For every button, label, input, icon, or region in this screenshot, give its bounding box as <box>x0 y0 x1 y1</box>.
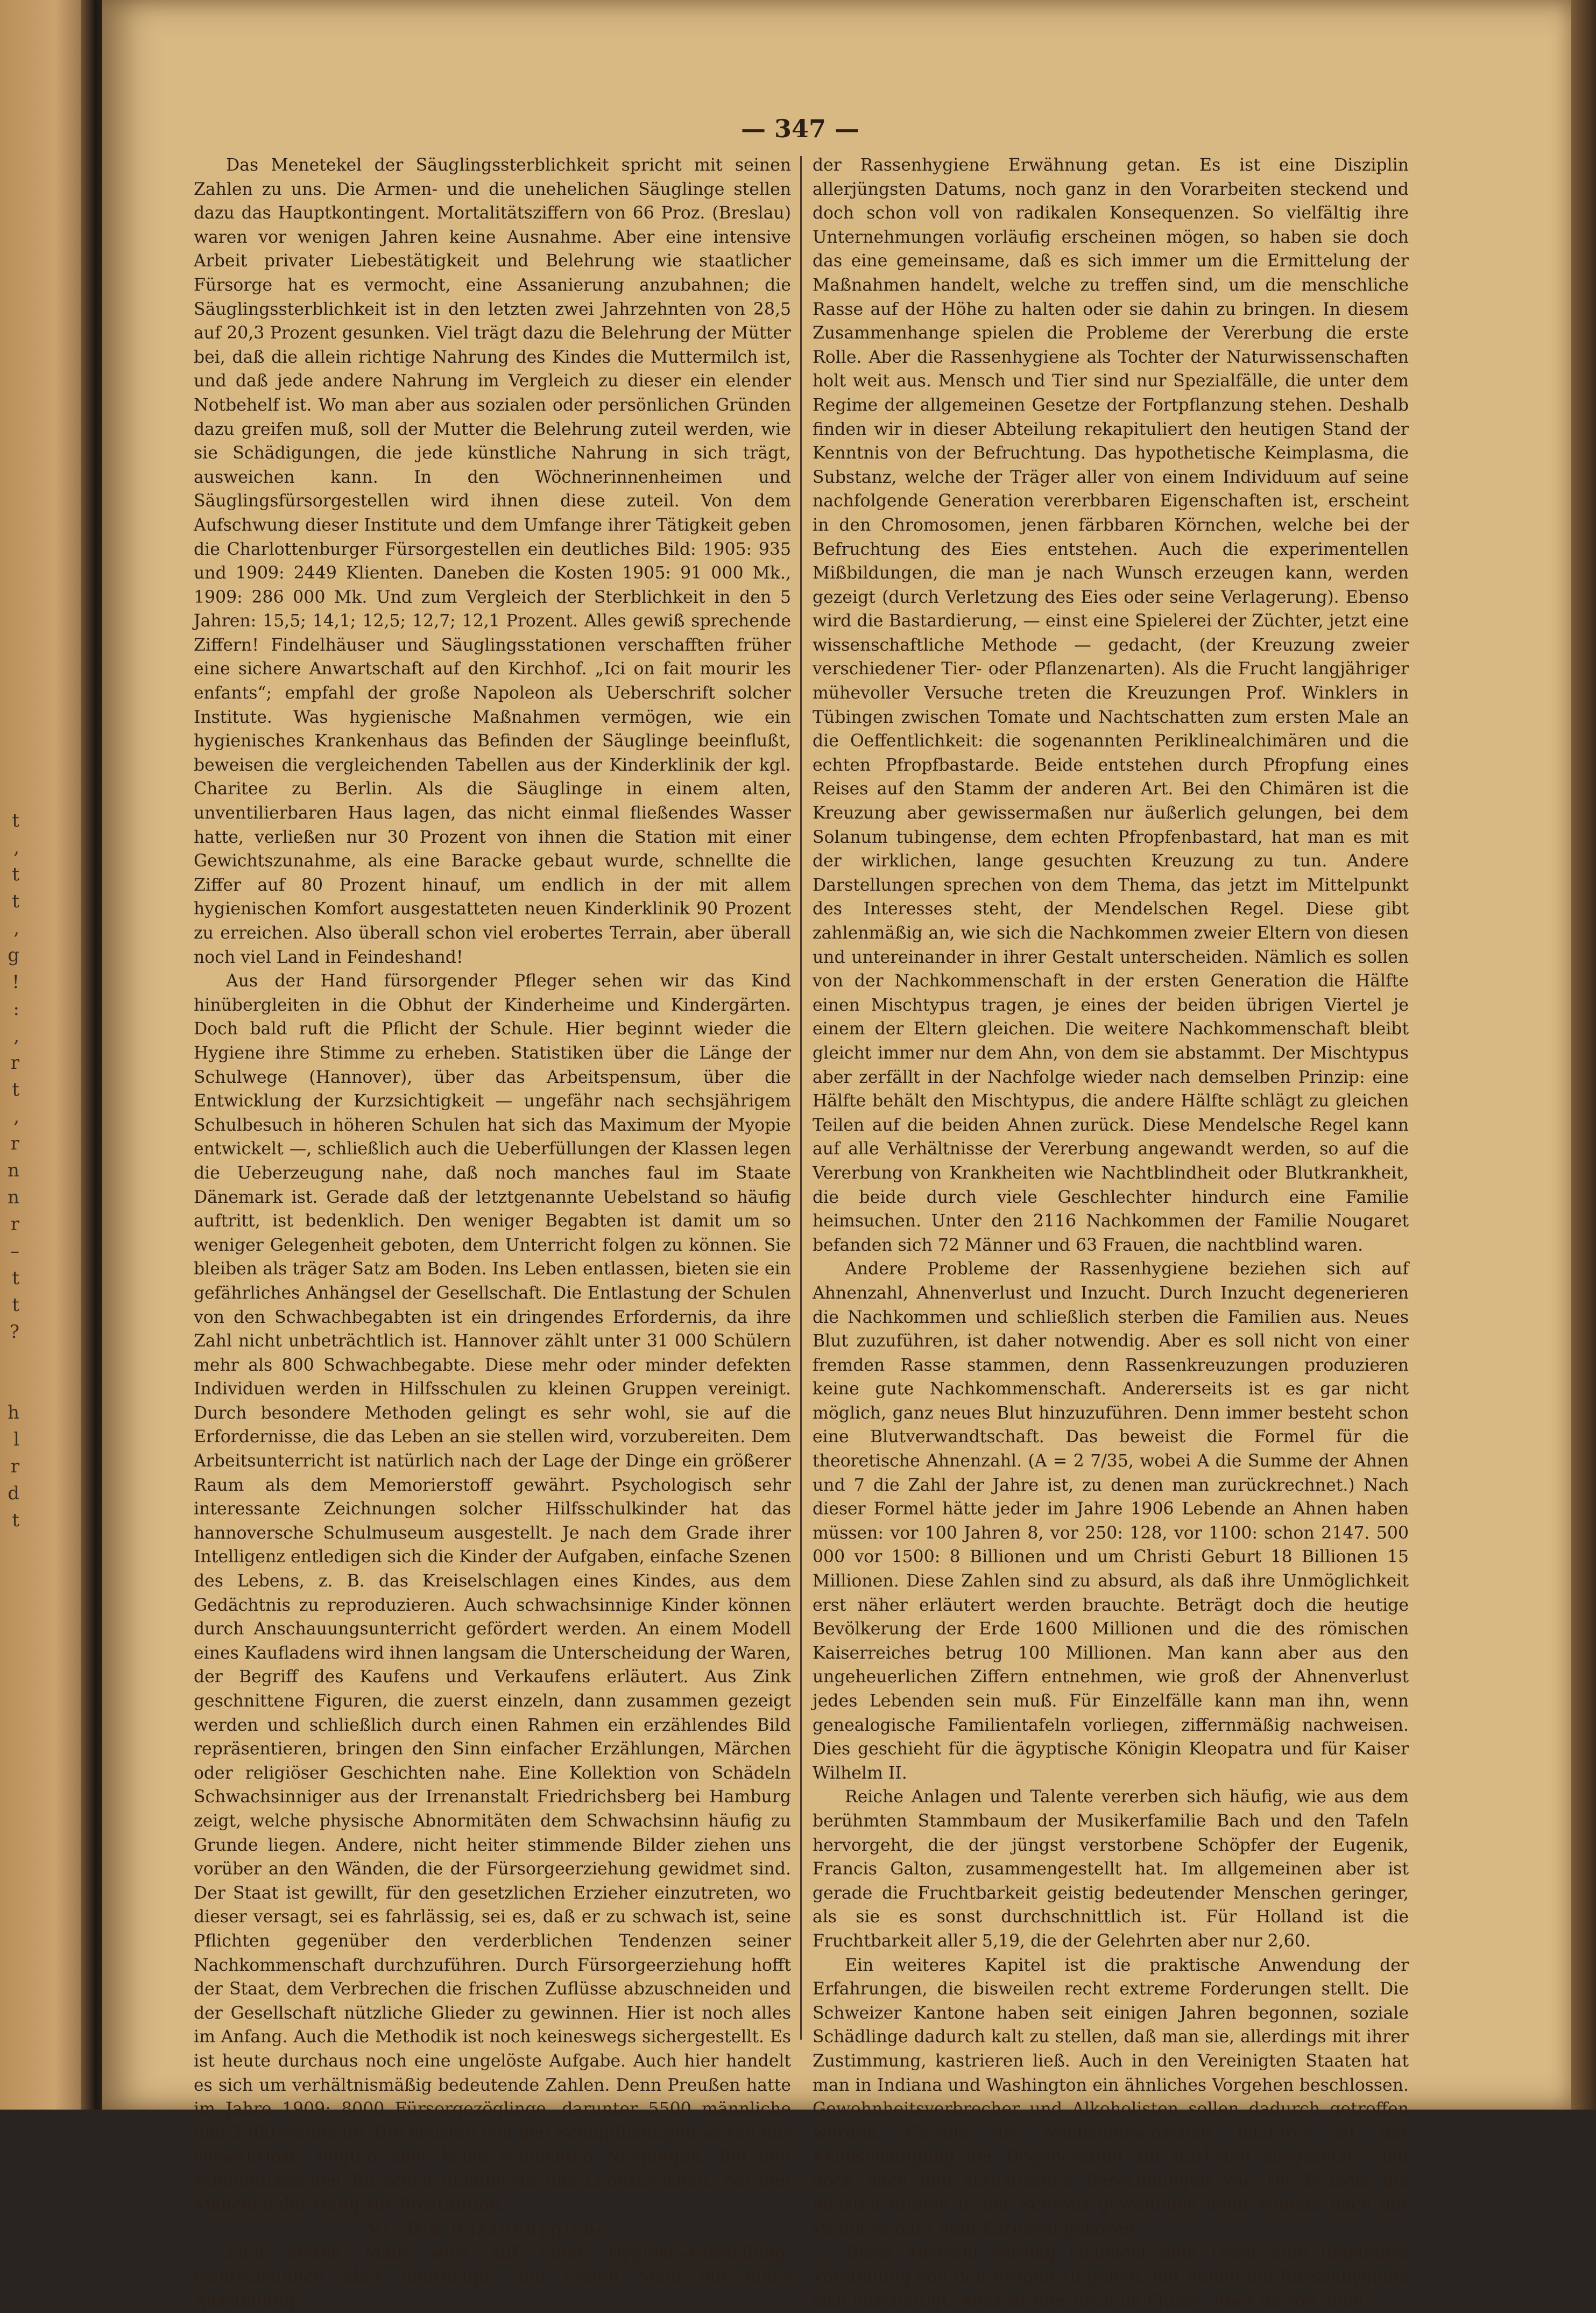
paragraph: Ein weiteres Kapitel ist die praktische Anwendung der Erfahrungen, die bisweilen recht extreme Forderungen stellt. Die Schweizer Kantone haben seit einigen Jahren begonnen, soziale Schädlinge dadurch kalt zu stellen, daß man sie, allerdings mit ihrer Zustimmung, kastrieren ließ. Auch in den Vereinigten Staaten hat man in Indiana und Washington ein ähnliches Vorgehen beschlossen. Gewohnheitsverbrecher und Alkoholisten sollen dadurch getroffen werden. Gerade die Nachkommenschaft letzterer ist der Keimschädigung der Degeneration am stärksten ausgesetzt. Sind doch nach den statistischen Berechnungen von Dr. Bezzola die meisten Idioten in der Schweiz gewöhnlich neun Monate nach der Weinlese oder dem Karneval geboren. <box>813 1955 1409 2239</box>
paragraph: Das Menetekel der Säuglingssterblichkeit spricht mit seinen Zahlen zu uns. Die Armen- und die unehelichen Säuglinge stellen dazu das Hauptkontingent. Mortalitätsziffern von 66 Proz. (Breslau) waren vor wenigen Jahren keine Ausnahme. Aber eine intensive Arbeit privater Liebestätigkeit und Belehrung wie staatlicher Fürsorge hat es vermocht, eine Assanierung anzubahnen; die Säuglingssterblichkeit ist in den letzten zwei Jahrzehnten von 28,5 auf 20,3 Prozent gesunken. Viel trägt dazu die Belehrung der Mütter bei, daß die allein richtige Nahrung des Kindes die Muttermilch ist, und daß jede andere Nahrung im Vergleich zu dieser ein elender Notbehelf ist. Wo man aber aus sozialen oder persönlichen Gründen dazu greifen muß, soll der Mutter die Belehrung zuteil werden, wie sie Schädigungen, die jede künstliche Nahrung in sich trägt, ausweichen kann. In den Wöchnerinnenheimen und Säuglingsfürsorgestellen wird ihnen diese zuteil. Von dem Aufschwung dieser Institute und dem Umfange ihrer Tätigkeit geben die Charlottenburger Fürsorgestellen ein deutliches Bild: 1905: 935 und 1909: 2449 Klienten. Daneben die Kosten 1905: 91 000 Mk., 1909: 286 000 Mk. Und zum Vergleich der Sterblichkeit in den 5 Jahren: 15,5; 14,1; 12,5; 12,7; 12,1 Prozent. Alles gewiß sprechende Ziffern! Findelhäuser und Säuglingsstationen verschafften früher eine sichere Anwartschaft auf den Kirchhof. „Ici on fait mourir les enfants“; empfahl der große Napoleon als Ueberschrift solcher Institute. Was hygienische Maßnahmen vermögen, wie ein hygienisches Krankenhaus das Befinden der Säuglinge beeinflußt, beweisen die vergleichenden Tabellen aus der Kinderklinik der kgl. Charitee zu Berlin. Als die Säuglinge in einem alten, unventilierbaren Haus lagen, das nicht einmal fließendes Wasser hatte, verließen nur 30 Prozent von ihnen die Station mit einer Gewichtszunahme, als eine Baracke gebaut wurde, schnellte die Ziffer auf 80 Prozent hinauf, um endlich in der mit allem hygienischen Komfort ausgestatteten neuen Kinderklinik 90 Prozent zu erreichen. Also überall schon viel erobertes Terrain, aber überall noch viel Land in Feindeshand! <box>194 156 791 967</box>
text-column-right <box>813 153 1409 2311</box>
paragraph: Zum ersten Male wird auf einer Hygiene-Ausstellung, wahrscheinlich aber überhaupt zum ersten Male auf einer Ausstellung, <box>194 2243 791 2311</box>
page-number: — 347 — <box>740 114 860 143</box>
right-page-edge <box>1571 0 1596 2110</box>
paragraph: Diese Auswahl vermag vielleicht dem Leser eine ungefähre Vorstellung von den Fragen zu geben, mit denen die Rassenhygiene sich beschäftigt. Alles ist hier noch im Flusse. Aber da von allen <box>813 2243 1409 2311</box>
column-divider <box>800 156 802 2040</box>
section-heading: VI. Die Rassenhygiene. <box>368 2219 617 2240</box>
left-page-text-fragments: t , t t , g ! : , r t , r n n r – t t ? h l r d t <box>8 810 19 1531</box>
paragraph: Aus der Hand fürsorgender Pfleger sehen wir das Kind hinübergleiten in die Obhut der Kinderheime und Kindergärten. Doch bald ruft die Pflicht der Schule. Hier beginnt wieder die Hygiene ihre Stimme zu erheben. Statistiken über die Länge der Schulwege (Hannover), über das Arbeitspensum, über die Entwicklung der Kurzsichtigkeit — ungefähr nach sechsjährigem Schulbesuch in höheren Schulen hat sich das Maximum der Myopie entwickelt —, schließlich auch die Ueberfüllungen der Klassen legen die Ueberzeugung nahe, daß noch manches faul im Staate Dänemark ist. Gerade daß der letztgenannte Uebelstand so häufig auftritt, ist bedenklich. Den weniger Begabten ist damit um so weniger Gelegenheit geboten, dem Unterricht folgen zu können. Sie bleiben als träger Satz am Boden. Ins Leben entlassen, bieten sie ein gefährliches Anhängsel der Gesellschaft. Die Entlastung der Schulen von den Schwachbegabten ist ein dringendes Erfordernis, da ihre Zahl nicht unbeträchtlich ist. Hannover zählt unter 31 000 Schülern mehr als 800 Schwachbegabte. Diese mehr oder minder defekten Individuen werden in Hilfsschulen zu kleinen Gruppen vereinigt. Durch besondere Methoden gelingt es sehr wohl, sie auf die Erfordernisse, die das Leben an sie stellen wird, vorzubereiten. Dem Arbeitsunterricht ist natürlich nach der Lage der Dinge ein größerer Raum als dem Memorierstoff gewährt. Psychologisch sehr interessante Zeichnungen solcher Hilfsschulkinder hat das hannoversche Schulmuseum ausgestellt. Je nach dem Grade ihrer Intelligenz entledigen sich die Kinder der Aufgaben, einfache Szenen des Lebens, z. B. das Kreiselschlagen eines Kindes, aus dem Gedächtnis zu reproduzieren. Auch schwachsinnige Kinder können durch Anschauungsunterricht gefördert werden. An einem Modell eines Kaufladens wird ihnen langsam die Unterscheidung der Waren, der Begriff des Kaufens und Verkaufens erläutert. Aus Zink geschnittene Figuren, die zuerst einzeln, dann zusammen gezeigt werden und schließlich durch einen Rahmen ein erzählendes Bild repräsentieren, bringen den Sinn einfacher Erzählungen, Märchen oder religiöser Geschichten nahe. Eine Kollektion von Schädeln Schwachsinniger aus der Irrenanstalt Friedrichsberg bei Hamburg zeigt, welche physische Abnormitäten dem Schwachsinn häufig zu Grunde liegen. Andere, nicht heiter stimmende Bilder ziehen uns vorüber an den Wänden, die der Fürsorgeerziehung gewidmet sind. Der Staat ist gewillt, für den gesetzlichen Erzieher einzutreten, wo dieser versagt, sei es fahrlässig, sei es, daß er zu schwach ist, seine Pflichten gegenüber den verderblichen Tendenzen seiner Nachkommenschaft durchzuführen. Durch Fürsorgeerziehung hofft der Staat, dem Verbrechen die frischen Zuflüsse abzuschneiden und der Gesellschaft nützliche Glieder zu gewinnen. Hier ist noch alles im Anfang. Auch die Methodik ist noch keineswegs sichergestellt. Es ist heute durchaus noch eine ungelöste Aufgabe. Auch hier handelt es sich um verhältnismäßig bedeutende Zahlen. Denn Preußen hatte im Jahre 1909: 8000 Fürsorgezöglinge, darunter 5500 männliche und 2500 weibliche. Die meisten von den Schulpflichtigen waren nur verwahrlost, zeigten aber keine schlechten Neigungen. Bei den schulentlassenen Burschen dominierte das Landstreichen, bei den Mädchen der Hang zur Prostitution. <box>194 971 791 2215</box>
paragraph: Reiche Anlagen und Talente vererben sich häufig, wie aus dem berühmten Stammbaum der Musikerfamilie Bach und den Tafeln hervorgeht, die der jüngst verstorbene Schöpfer der Eugenik, Francis Galton, zusammengestellt hat. Im allgemeinen aber ist gerade die Fruchtbarkeit geistig bedeutender Menschen geringer, als sie es sonst durchschnittlich ist. Für Holland ist die Fruchtbarkeit aller 5,19, die der Gelehrten aber nur 2,60. <box>813 1787 1409 1951</box>
paragraph: der Rassenhygiene Erwähnung getan. Es ist eine Disziplin allerjüngsten Datums, noch ganz in den Vorarbeiten steckend und doch schon voll von radikalen Konsequenzen. So vielfältig ihre Unternehmungen vorläufig erscheinen mögen, so haben sie doch das eine gemeinsame, daß es sich immer um die Ermittelung der Maßnahmen handelt, welche zu treffen sind, um die menschliche Rasse auf der Höhe zu halten oder sie dahin zu bringen. In diesem Zusammenhange spielen die Probleme der Vererbung die erste Rolle. Aber die Rassenhygiene als Tochter der Naturwissenschaften holt weit aus. Mensch und Tier sind nur Spezialfälle, die unter dem Regime der allgemeinen Gesetze der Fortpflanzung stehen. Deshalb finden wir in dieser Abteilung rekapituliert den heutigen Stand der Kenntnis von der Befruchtung. Das hypothetische Keimplasma, die Substanz, welche der Träger aller von einem Individuum auf seine nachfolgende Generation vererbbaren Eigenschaften ist, erscheint in den Chromosomen, jenen färbbaren Körnchen, welche bei der Befruchtung des Eies entstehen. Auch die experimentellen Mißbildungen, die man je nach Wunsch erzeugen kann, werden gezeigt (durch Verletzung des Eies oder seine Verlagerung). Ebenso wird die Bastardierung, — einst eine Spielerei der Züchter, jetzt eine wissenschaftliche Methode — gedacht, (der Kreuzung zweier verschiedener Tier- oder Pflanzenarten). Als die Frucht langjähriger mühevoller Versuche treten die Kreuzungen Prof. Winklers in Tübingen zwischen Tomate und Nachtschatten zum ersten Male an die Oeffentlichkeit: die sogenannten Periklinealchimären und die echten Pfropfbastarde. Beide entstehen durch Pfropfung eines Reises auf den Stamm der anderen Art. Bei den Chimären ist die Kreuzung aber gewissermaßen nur äußerlich gelungen, bei dem Solanum tubingense, dem echten Pfropfenbastard, hat man es mit der wirklichen, lange gesuchten Kreuzung zu tun. Andere Darstellungen sprechen von dem Thema, das jetzt im Mittelpunkt des Interesses steht, der Mendelschen Regel. Diese gibt zahlenmäßig an, wie sich die Nachkommen zweier Eltern von diesen und untereinander in ihrer Gestalt unterscheiden. Nämlich es sollen von der Nachkommenschaft in der ersten Generation die Hälfte einen Mischtypus tragen, je eines der beiden übrigen Viertel je einem der Eltern gleichen. Die weitere Nachkommenschaft bleibt gleicht immer nur dem Ahn, von dem sie abstammt. Der Mischtypus aber zerfällt in der Nachfolge wieder nach demselben Prinzip: eine Hälfte behält den Mischtypus, die andere Hälfte schlägt zu gleichen Teilen auf die beiden Ahnen zurück. Diese Mendelsche Regel kann auf alle Verhältnisse der Vererbung angewandt werden, so auf die Vererbung von Krankheiten wie Nachtblindheit oder Blutkrankheit, die beide durch viele Geschlechter hindurch eine Familie heimsuchen. Unter den 2116 Nachkommen der Familie Nougaret befanden sich 72 Männer und 63 Frauen, die nachtblind waren. <box>813 156 1409 1255</box>
paragraph: Andere Probleme der Rassenhygiene beziehen sich auf Ahnenzahl, Ahnenverlust und Inzucht. Durch Inzucht degenerieren die Nachkommen und schließlich sterben die Familien aus. Neues Blut zuzuführen, ist daher notwendig. Aber es soll nicht von einer fremden Rasse stammen, denn Rassenkreuzungen produzieren keine gute Nachkommenschaft. Andererseits ist es gar nicht möglich, ganz neues Blut hinzuzuführen. Denn immer besteht schon eine Blutverwandtschaft. Das beweist die Formel für die theoretische Ahnenzahl. (A = 2 7/35, wobei A die Summe der Ahnen und 7 die Zahl der Jahre ist, zu denen man zurückrechnet.) Nach dieser Formel hätte jeder im Jahre 1906 Lebende an Ahnen haben müssen: vor 100 Jahren 8, vor 250: 128, vor 1100: schon 2147. 500 000 vor 1500: 8 Billionen und um Christi Geburt 18 Billionen 15 Millionen. Diese Zahlen sind zu absurd, als daß ihre Unmöglichkeit erst näher erläutert werden brauchte. Beträgt doch die heutige Bevölkerung der Erde 1600 Millionen und die des römischen Kaiserreiches betrug 100 Millionen. Man kann aber aus den ungeheuerlichen Ziffern entnehmen, wie groß der Ahnenverlust jedes Lebenden sein muß. Für Einzelfälle kann man ihn, wenn genealogische Familientafeln vorliegen, ziffernmäßig nachweisen. Dies geschieht für die ägyptische Königin Kleopatra und für Kaiser Wilhelm II. <box>813 1259 1409 1783</box>
text-column-left <box>194 153 791 2311</box>
